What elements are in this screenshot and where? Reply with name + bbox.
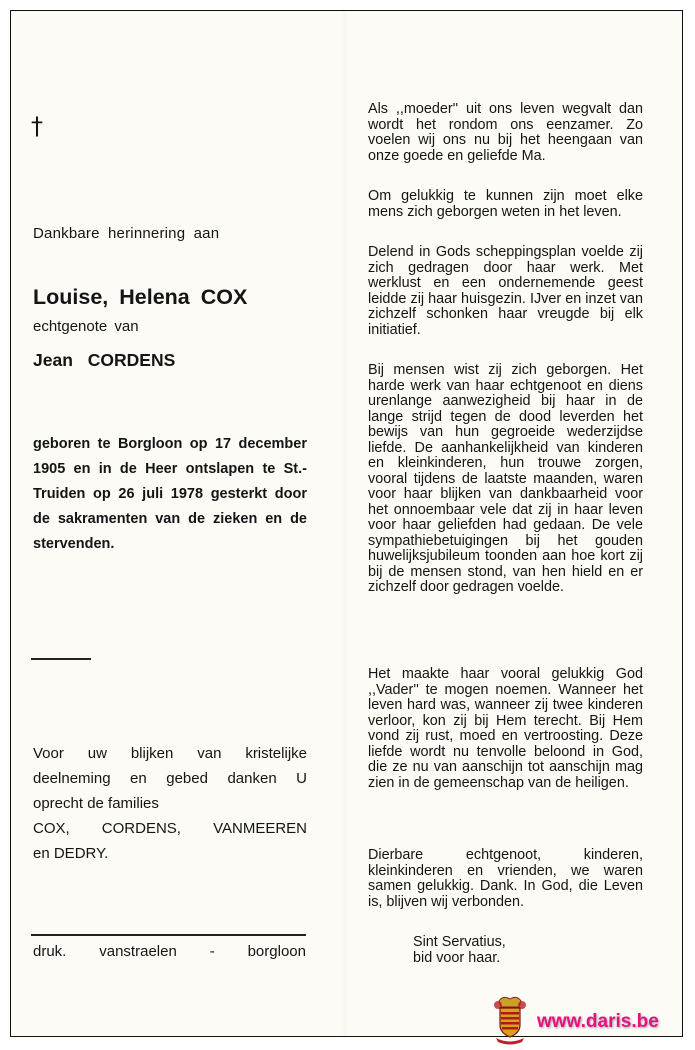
thanks-line: deelneming en gebed danken U <box>33 770 307 787</box>
paragraph-text: Om gelukkig te kunnen zijn moet elke mens zich geborgen weten in het leven. <box>368 188 643 220</box>
watermark-site: www.daris.be <box>537 1011 659 1032</box>
prayer-line: Sint Servatius, <box>413 934 506 950</box>
thanks-line: en DEDRY. <box>33 845 109 862</box>
intro-text: Dankbare herinnering aan <box>33 225 220 242</box>
right-paragraph <box>368 189 643 220</box>
printer-word: - <box>209 943 215 960</box>
deceased-name: Louise, Helena COX <box>33 285 248 309</box>
paragraph-text: Dierbare echtgenoot, kinderen, kleinkinderen en vrienden, we waren samen gelukkig. Dank. In God, die Leven is, blijven wij verbonden. <box>368 847 643 910</box>
paragraph-text: Het maakte haar vooral gelukkig God ,,Vader'' te mogen noemen. Wanneer het leven hard was, wanneer zij twee kinderen verloor, kon zij bij Hem terecht. Bij Hem vond zij rust, moed en vertroosting. Deze liefde wordt nu tenvolle beloond in God, die ze nu van aanschijn tot aanschijn mag zien in de gemeenschap van de heiligen. <box>368 666 643 791</box>
prayer-line: bid voor haar. <box>413 949 501 966</box>
printer-credit <box>33 943 306 960</box>
paragraph-text: Bij mensen wist zij zich geborgen. Het harde werk van haar echtgenoot en diens urenlange aanwezigheid bij haar in de lange strijd tegen de dood leverden het bewijs van hun gegroeide wederzijdse liefde. De aanhankelijkheid van kinderen en kleinkinderen, hun trouwe zorgen, vooral tijdens de laatste maanden, waren voor haar blijken van dankbaarheid voor het onnoembaar vele dat zij in haar leven voor haar geliefden had gedaan. De vele sympathiebetuigingen bij het gouden huwelijksjubileum toonden aan hoe kort zij bij de mensen stond, van hen hield en er zichzelf door gedragen voelde. <box>368 362 643 595</box>
right-paragraph <box>368 848 643 910</box>
thanks-line: Voor uw blijken van kristelijke <box>33 745 307 762</box>
printer-word: druk. <box>33 943 67 960</box>
separator-short <box>31 658 91 660</box>
paragraph-text: Als ,,moeder'' uit ons leven wegvalt dan wordt het rondom ons eenzamer. Zo voelen wij ons nu bij het heengaan van onze goede en geliefde Ma. <box>368 101 643 164</box>
spouse-label: echtgenote van <box>33 318 139 335</box>
right-paragraph <box>368 245 643 338</box>
card-fold <box>342 11 348 1036</box>
thanks-line: oprecht de families <box>33 795 159 812</box>
coat-of-arms-icon <box>493 995 527 1045</box>
printer-word: vanstraelen <box>99 943 177 960</box>
right-paragraph <box>368 363 643 596</box>
prayer <box>413 935 506 966</box>
separator-long <box>31 934 306 936</box>
thanks-line: COX, CORDENS, VANMEEREN <box>33 820 307 837</box>
right-paragraph <box>368 102 643 164</box>
paragraph-text: Delend in Gods scheppingsplan voelde zij zich gedragen door haar werk. Met werklust en een ondernemende geest leidde zij haar huisgezin. IJver en inzet van zichzelf schonken haar vreugde bij elk initiatief. <box>368 244 643 338</box>
printer-word: borgloon <box>247 943 306 960</box>
spouse-name: Jean CORDENS <box>33 350 176 370</box>
biography: geboren te Borgloon op 17 december 1905 en in de Heer ontslapen te St.-Truiden op 26 juli 1978 gesterkt door de sakramenten van de zieken en de stervenden. <box>33 436 307 552</box>
right-paragraph <box>368 667 643 791</box>
cross-icon: † <box>31 112 43 140</box>
thanks-block <box>33 741 307 866</box>
